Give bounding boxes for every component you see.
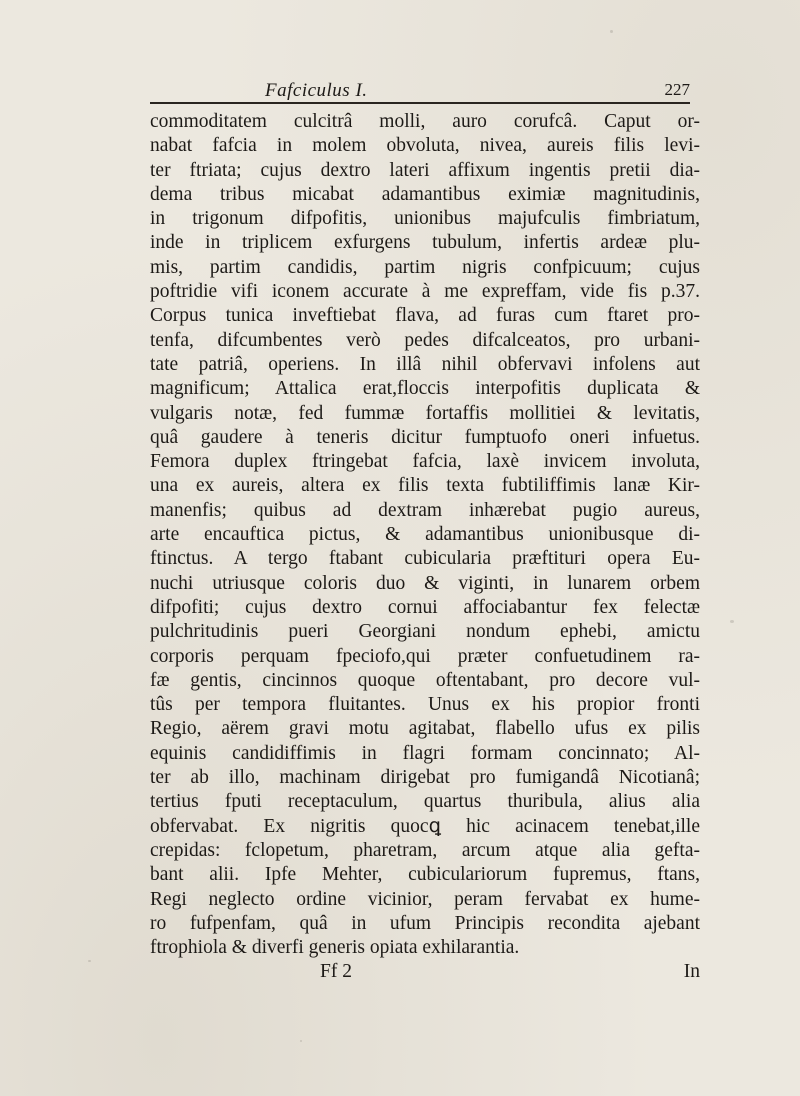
text-line: difpofiti; cujus dextro cornui affociabantur fex felectæ bbox=[150, 596, 700, 618]
catchword: In bbox=[683, 961, 700, 983]
text-line: quâ gaudere à teneris dicitur fumptuofo oneri infuetus. bbox=[150, 426, 700, 448]
text-line: tûs per tempora fluitantes. Unus ex his propior fronti bbox=[150, 694, 700, 716]
signature-mark: Ff 2 bbox=[320, 961, 352, 983]
body-text bbox=[150, 110, 700, 985]
paper-speck bbox=[610, 30, 613, 33]
text-line: poftridie vifi iconem accurate à me expreffam, vide fis p.37. bbox=[150, 281, 700, 303]
running-head: Fafciculus I. bbox=[265, 80, 368, 101]
text-line: mis, partim candidis, partim nigris confpicuum; cujus bbox=[150, 256, 700, 278]
text-line: Regio, aërem gravi motu agitabat, flabello ufus ex pilis bbox=[150, 718, 700, 740]
text-line: crepidas: fclopetum, pharetram, arcum atque alia gefta- bbox=[150, 839, 700, 861]
text-line: arte encauftica pictus, & adamantibus unionibusque di- bbox=[150, 524, 700, 546]
text-line: obfervabat. Ex nigritis quocꝗ hic acinacem tenebat,ille bbox=[150, 815, 700, 837]
text-line: fæ gentis, cincinnos quoque oftentabant, pro decore vul- bbox=[150, 669, 700, 691]
text-line: nabat fafcia in molem obvoluta, nivea, aureis filis levi- bbox=[150, 135, 700, 157]
text-line: equinis candidiffimis in flagri formam concinnato; Al- bbox=[150, 742, 700, 764]
text-line: ftrophiola & diverfi generis opiata exhilarantia. bbox=[150, 937, 520, 959]
text-line: magnificum; Attalica erat,floccis interpofitis duplicata & bbox=[150, 378, 700, 400]
text-line: ter ab illo, machinam dirigebat pro fumigandâ Nicotianâ; bbox=[150, 767, 700, 789]
text-line: manenfis; quibus ad dextram inhærebat pugio aureus, bbox=[150, 499, 700, 521]
text-line: commoditatem culcitrâ molli, auro corufcâ. Caput or- bbox=[150, 111, 700, 132]
text-line: corporis perquam fpeciofo,qui præter confuetudinem ra- bbox=[150, 645, 700, 667]
paper-speck bbox=[730, 620, 734, 623]
text-line: Corpus tunica inveftiebat flava, ad furas cum ftaret pro- bbox=[150, 305, 700, 327]
text-line: pulchritudinis pueri Georgiani nondum ephebi, amictu bbox=[150, 621, 700, 643]
footer-row bbox=[150, 960, 700, 984]
text-line: dema tribus micabat adamantibus eximiæ magnitudinis, bbox=[150, 183, 700, 205]
paper-speck bbox=[300, 1040, 302, 1042]
paper-speck bbox=[88, 960, 91, 962]
text-line: ftinctus. A tergo ftabant cubicularia præftituri opera Eu- bbox=[150, 548, 700, 570]
text-line: tenfa, difcumbentes verò pedes difcalceatos, pro urbani- bbox=[150, 329, 700, 351]
text-line: vulgaris notæ, fed fummæ fortaffis mollitiei & levitatis, bbox=[150, 402, 700, 424]
text-line: inde in triplicem exfurgens tubulum, infertis ardeæ plu- bbox=[150, 232, 700, 254]
text-line: Regi neglecto ordine vicinior, peram fervabat ex hume- bbox=[150, 888, 700, 910]
text-line: in trigonum difpofitis, unionibus majufculis fimbriatum, bbox=[150, 208, 700, 230]
text-line: una ex aureis, altera ex filis texta fubtiliffimis lanæ Kir- bbox=[150, 475, 700, 497]
text-line: nuchi utriusque coloris duo & viginti, in lunarem orbem bbox=[150, 572, 700, 594]
text-line: tertius fputi receptaculum, quartus thuribula, alius alia bbox=[150, 791, 700, 813]
header-rule bbox=[150, 102, 690, 104]
page-number: 227 bbox=[664, 80, 690, 99]
text-line: bant alii. Ipfe Mehter, cubiculariorum fupremus, ftans, bbox=[150, 864, 700, 886]
text-line: Femora duplex ftringebat fafcia, laxè invicem involuta, bbox=[150, 451, 700, 473]
text-line: tate patriâ, operiens. In illâ nihil obfervavi infolens aut bbox=[150, 353, 700, 375]
text-line: ter ftriata; cujus dextro lateri affixum ingentis pretii dia- bbox=[150, 159, 700, 181]
text-line: ro fufpenfam, quâ in ufum Principis recondita ajebant bbox=[150, 912, 700, 934]
